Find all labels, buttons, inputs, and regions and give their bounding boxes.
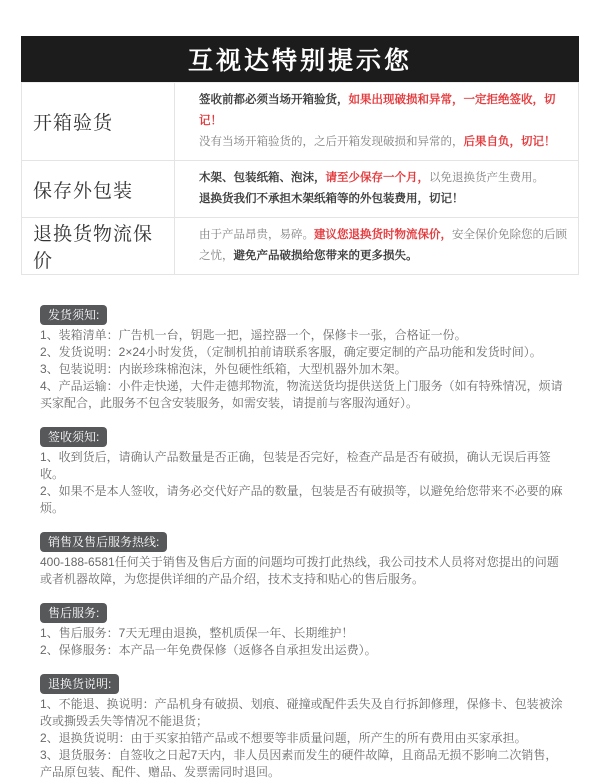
text-segment: 后果自负，切记！ [463,136,556,148]
section-receiving-notice [40,427,567,517]
row-label: 退换货物流保价 [22,218,175,274]
section-line: 2、发货说明：2×24小时发货，（定制机拍前请联系客服，确定要定制的产品功能和发货时间）。 [40,345,542,359]
text-segment: 避免产品破损给您带来的更多损失。 [233,250,418,262]
text-segment: 建议您退换货时物流保价， [314,229,452,241]
section-line: 2、保修服务：本产品一年免费保修（返修各自承担发出运费）。 [40,643,377,657]
row-content [175,83,578,160]
text-segment: 签收前都必须当场开箱验货， [199,94,349,106]
section-line: 1、售后服务：7天无理由退换，整机质保一年、长期维护！ [40,626,354,640]
section-badge: 售后服务: [40,603,107,623]
section-line: 1、装箱清单：广告机一台，钥匙一把，遥控器一个，保修卡一张，合格证一份。 [40,328,467,342]
notice-title: 互视达特别提示您 [187,47,412,75]
text-segment: 由于产品昂贵，易碎。 [199,229,314,241]
section-line: 4、产品运输：小件走快递，大件走德邦物流，物流送货均提供送货上门服务（如有特殊情况，烦请买家配合，此服务不包含安装服务，如需安装，请提前与客服沟通好）。 [40,379,563,410]
content-line [199,225,569,267]
row-label: 开箱验货 [22,83,175,160]
section-after-sales-service [40,603,567,659]
section-line: 1、不能退、换说明：产品机身有破损、划痕、碰撞或配件丢失及自行拆卸修理，保修卡、包装被涂改或撕毁丢失等情况不能退货； [40,697,563,728]
section-line: 3、包装说明：内嵌珍珠棉泡沫，外包硬性纸箱，大型机器外加木架。 [40,362,407,376]
section-badge: 销售及售后服务热线: [40,532,167,552]
section-line: 2、如果不是本人签收，请务必交代好产品的数量，包装是否有破损等，以避免给您带来不必要的麻烦。 [40,484,563,515]
text-segment: 如果出现破损和异常，一定拒绝签收，切记！ [199,94,556,127]
table-row [22,161,578,218]
row-label: 保存外包装 [22,161,175,217]
section-line: 3、退货服务：自签收之日起7天内，非人员因素而发生的硬件故障，且商品无损不影响二次销售，产品原包装、配件、赠品、发票需同时退回。 [40,748,558,779]
table-row [22,218,578,274]
text-segment: 退换货我们不承担木架纸箱等的外包装费用，切记！ [199,193,464,205]
text-segment: 请至少保存一个月， [325,172,429,184]
content-line [199,90,569,132]
row-content [175,161,578,217]
section-line: 400-188-6581任何关于销售及售后方面的问题均可拨打此热线，我公司技术人员将对您提出的问题或者机器故障，为您提供详细的产品介绍，技术支持和贴心的售后服务。 [40,555,559,586]
section-return-policy [40,674,567,781]
text-segment: 没有当场开箱验货的，之后开箱发现破损和异常的， [199,136,464,148]
section-shipping-notice [40,305,567,412]
content-line [199,132,569,153]
row-content [175,218,578,274]
text-segment: 木架、包装纸箱、泡沫， [199,172,326,184]
text-segment: 安全保价免除您的后顾之忧， [199,229,567,262]
content-line [199,189,569,210]
section-badge: 发货须知: [40,305,107,325]
section-line: 1、收到货后，请确认产品数量是否正确，包装是否完好，检查产品是否有破损，确认无误后再签收。 [40,450,551,481]
section-line: 2、退换货说明：由于买家拍错产品或不想要等非质量问题，所产生的所有费用由买家承担。 [40,731,527,745]
text-segment: 以免退换货产生费用。 [429,172,544,184]
content-line [199,168,569,189]
table-row [22,83,578,161]
section-badge: 退换货说明: [40,674,119,694]
section-badge: 签收须知: [40,427,107,447]
notice-sections [0,275,600,781]
section-service-hotline [40,532,567,588]
notice-banner [21,36,579,82]
notice-table [21,82,579,275]
